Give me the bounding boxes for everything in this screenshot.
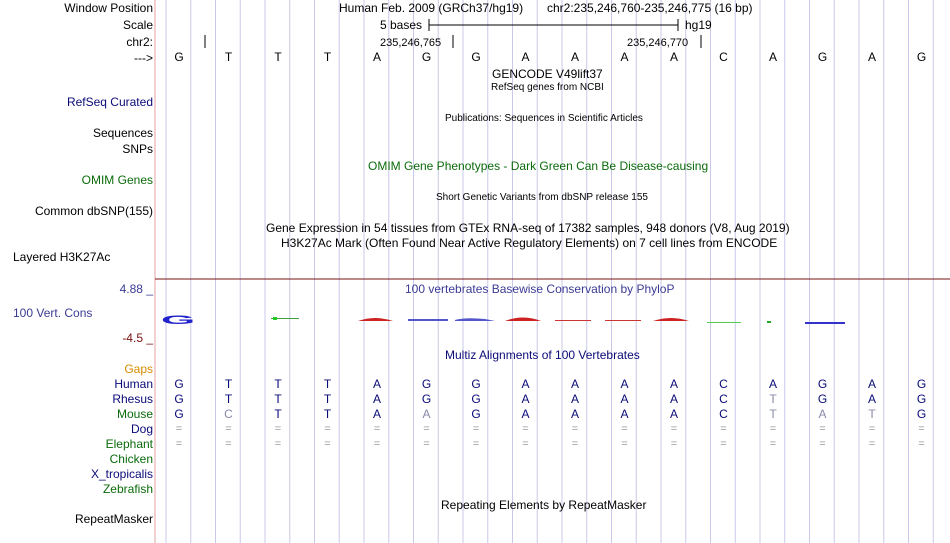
dog-base: =	[571, 423, 579, 435]
rhesus-base: A	[620, 392, 629, 406]
chr-label: chr2:	[126, 35, 153, 49]
reference-base: G	[174, 50, 184, 64]
reference-base: A	[867, 50, 876, 64]
zebrafish-label[interactable]: Zebrafish	[102, 482, 153, 496]
vert-cons-label[interactable]: 100 Vert. Cons	[13, 306, 93, 320]
dog-base: =	[819, 423, 826, 435]
reference-base: G	[471, 50, 481, 64]
snps-label[interactable]: SNPs	[122, 142, 153, 156]
elephant-base: =	[472, 438, 480, 450]
mouse-label[interactable]: Mouse	[116, 407, 153, 421]
mouse-base: T	[274, 407, 282, 421]
scale-text: 5 bases	[380, 18, 423, 32]
dog-base: =	[868, 423, 876, 435]
elephant-base: =	[720, 438, 727, 450]
mouse-base: A	[669, 407, 678, 421]
mouse-base: G	[916, 407, 927, 421]
human-base: A	[570, 377, 579, 391]
mouse-base: A	[818, 407, 827, 421]
scale-bar	[428, 17, 680, 33]
rhesus-base: G	[916, 392, 927, 406]
elephant-base: =	[373, 438, 381, 450]
elephant-base: =	[868, 438, 876, 450]
chicken-label[interactable]: Chicken	[109, 452, 153, 466]
ruler-tick	[700, 34, 703, 50]
conservation-wiggle	[155, 306, 950, 330]
dbsnp-track-title[interactable]: Short Genetic Variants from dbSNP release 155	[436, 192, 648, 203]
mouse-base: G	[471, 407, 481, 421]
dog-label[interactable]: Dog	[130, 422, 153, 436]
rhesus-base: G	[174, 392, 184, 406]
omim-genes-label[interactable]: OMIM Genes	[81, 173, 153, 187]
human-base: T	[274, 377, 282, 391]
elephant-base: =	[423, 438, 430, 450]
reference-base: A	[768, 50, 777, 64]
layered-h3k27ac-label[interactable]: Layered H3K27Ac	[13, 250, 111, 264]
human-base: T	[224, 377, 233, 391]
ruler-tick	[452, 34, 455, 50]
mouse-base: A	[620, 407, 629, 421]
gtex-track-title[interactable]: Gene Expression in 54 tissues from GTEx RNA-seq of 17382 samples, 948 donors (V8, Aug 2019)	[266, 221, 790, 235]
rhesus-base: T	[224, 392, 233, 406]
mouse-base: A	[372, 407, 381, 421]
mouse-base: G	[174, 407, 184, 421]
dog-base: =	[324, 423, 331, 435]
multiz-track-title[interactable]: Multiz Alignments of 100 Vertebrates	[445, 348, 640, 362]
rhesus-base: G	[471, 392, 481, 406]
human-base: A	[521, 377, 530, 391]
rhesus-base: G	[817, 392, 828, 406]
omim-track-title[interactable]: OMIM Gene Phenotypes - Dark Green Can Be Disease-causing	[368, 159, 709, 173]
dog-base: =	[175, 423, 183, 435]
reference-base: A	[570, 50, 579, 64]
mouse-base: T	[868, 407, 876, 421]
mouse-base: C	[224, 407, 233, 421]
rhesus-base: A	[669, 392, 678, 406]
reference-base: T	[224, 50, 233, 64]
human-base: A	[768, 377, 777, 391]
conservation-max-label: 4.88 _	[119, 282, 153, 296]
reference-base: A	[669, 50, 678, 64]
sequences-label[interactable]: Sequences	[92, 126, 153, 140]
rhesus-base: T	[323, 392, 332, 406]
rhesus-base: C	[719, 392, 728, 406]
svg-text:G: G	[161, 313, 196, 327]
repeatmasker-track-title[interactable]: Repeating Elements by RepeatMasker	[441, 498, 647, 512]
rhesus-base: T	[274, 392, 282, 406]
repeatmasker-label[interactable]: RepeatMasker	[74, 512, 153, 526]
reference-base: G	[817, 50, 828, 64]
conservation-min-label: -4.5 _	[122, 331, 153, 345]
window-position-label: Window Position	[64, 1, 153, 15]
elephant-base: =	[621, 438, 628, 450]
dog-base: =	[274, 423, 282, 435]
human-base: C	[719, 377, 728, 391]
scale-label: Scale	[122, 18, 153, 32]
mouse-base: T	[323, 407, 332, 421]
reference-base: T	[323, 50, 332, 64]
human-base: A	[867, 377, 876, 391]
elephant-label[interactable]: Elephant	[105, 437, 153, 451]
ruler-tick	[204, 34, 207, 50]
dog-base: =	[621, 423, 628, 435]
refseq-curated-label[interactable]: RefSeq Curated	[66, 95, 153, 109]
human-base: G	[817, 377, 828, 391]
elephant-base: =	[769, 438, 777, 450]
elephant-base: =	[274, 438, 282, 450]
mouse-base: A	[521, 407, 530, 421]
reference-base: G	[916, 50, 927, 64]
track-separator	[155, 278, 950, 281]
gencode-track-title[interactable]: GENCODE V49lift37	[492, 67, 603, 81]
human-base: T	[323, 377, 332, 391]
assembly-title: Human Feb. 2009 (GRCh37/hg19)	[339, 1, 524, 15]
dog-base: =	[918, 423, 925, 435]
rhesus-base: G	[421, 392, 432, 406]
rhesus-base: A	[867, 392, 876, 406]
refseq-track-title[interactable]: RefSeq genes from NCBI	[491, 82, 604, 93]
xtropicalis-label[interactable]: X_tropicalis	[90, 467, 153, 481]
rhesus-label[interactable]: Rhesus	[112, 392, 153, 406]
human-base: G	[471, 377, 481, 391]
human-base: A	[372, 377, 381, 391]
ruler-coord-1: 235,246,765	[380, 37, 442, 49]
elephant-base: =	[324, 438, 331, 450]
ruler-coord-2: 235,246,770	[627, 37, 689, 49]
human-base: G	[421, 377, 432, 391]
mouse-base: A	[422, 407, 431, 421]
elephant-base: =	[918, 438, 925, 450]
phylop-track-title[interactable]: 100 vertebrates Basewise Conservation by PhyloP	[405, 282, 675, 296]
elephant-base: =	[571, 438, 579, 450]
scale-db: hg19	[685, 18, 712, 32]
reference-base: A	[620, 50, 629, 64]
human-label[interactable]: Human	[114, 377, 153, 391]
human-base: A	[669, 377, 678, 391]
common-dbsnp-label[interactable]: Common dbSNP(155)	[34, 204, 153, 218]
gaps-label[interactable]: Gaps	[124, 362, 153, 376]
dog-base: =	[522, 423, 529, 435]
reference-base: G	[421, 50, 432, 64]
mouse-base: A	[570, 407, 579, 421]
rhesus-base: T	[769, 392, 777, 406]
dog-base: =	[720, 423, 727, 435]
human-base: A	[620, 377, 629, 391]
elephant-base: =	[225, 438, 232, 450]
elephant-base: =	[819, 438, 826, 450]
publications-track-title[interactable]: Publications: Sequences in Scientific Articles	[445, 113, 643, 124]
reference-base: T	[274, 50, 282, 64]
dog-base: =	[670, 423, 678, 435]
elephant-base: =	[670, 438, 678, 450]
rhesus-base: A	[521, 392, 530, 406]
dog-base: =	[423, 423, 430, 435]
dog-base: =	[225, 423, 232, 435]
elephant-base: =	[522, 438, 529, 450]
dog-base: =	[769, 423, 777, 435]
mouse-base: T	[769, 407, 777, 421]
reference-base: C	[719, 50, 728, 64]
dog-base: =	[472, 423, 480, 435]
rhesus-base: A	[570, 392, 579, 406]
window-position-value[interactable]: chr2:235,246,760-235,246,775 (16 bp)	[547, 1, 753, 15]
dog-base: =	[373, 423, 381, 435]
strand-arrow-label[interactable]: --->	[134, 51, 153, 65]
human-base: G	[174, 377, 184, 391]
rhesus-base: A	[372, 392, 381, 406]
elephant-base: =	[175, 438, 183, 450]
h3k27ac-track-title[interactable]: H3K27Ac Mark (Often Found Near Active Regulatory Elements) on 7 cell lines from ENCODE	[281, 236, 778, 250]
mouse-base: C	[719, 407, 728, 421]
human-base: G	[916, 377, 927, 391]
reference-base: A	[521, 50, 530, 64]
reference-base: A	[372, 50, 381, 64]
